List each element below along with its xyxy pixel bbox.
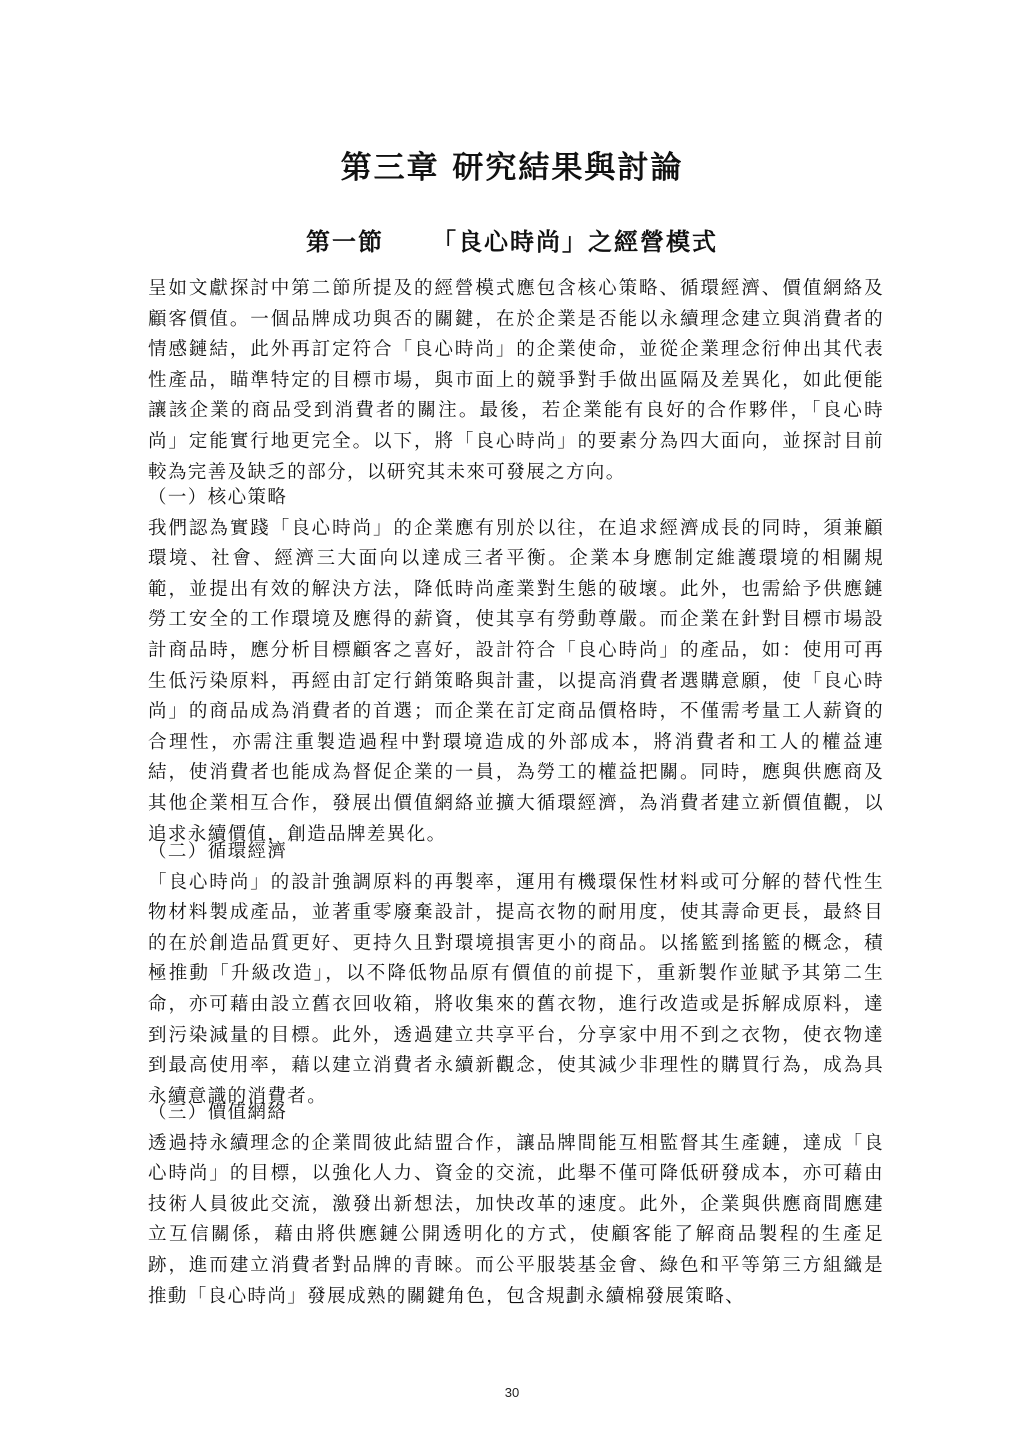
subsection-paragraph: 「良心時尚」的設計強調原料的再製率，運用有機環保性材料或可分解的替代性生物材料製成產品，並著重零廢棄設計，提高衣物的耐用度，使其壽命更長，最終目的在於創造品質更好、更持久且對環境損害更小的商品。以搖籃到搖籃的概念，積極推動「升級改造」，以不降低物品原有價值的前提下，重新製作並賦予其第二生命，亦可藉由設立舊衣回收箱，將收集來的舊衣物，進行改造或是拆解成原料，達到污染減量的目標。此外，透過建立共享平台，分享家中用不到之衣物，使衣物達到最高使用率，藉以建立消費者永續新觀念，使其減少非理性的購買行為，成為具永續意識的消費者。 [148, 871, 884, 1107]
subsection-circular-economy [148, 837, 884, 1112]
intro-paragraph: 呈如文獻探討中第二節所提及的經營模式應包含核心策略、循環經濟、價值網絡及顧客價值。一個品牌成功與否的關鍵，在於企業是否能以永續理念建立與消費者的情感鏈結，此外再訂定符合「良心時尚」的企業使命，並從企業理念衍伸出其代表性產品，瞄準特定的目標市場，與市面上的競爭對手做出區隔及差異化，如此便能讓該企業的商品受到消費者的關注。最後，若企業能有良好的合作夥伴，「良心時尚」定能實行地更完全。以下，將「良心時尚」的要素分為四大面向，並探討目前較為完善及缺乏的部分，以研究其未來可發展之方向。 [148, 278, 884, 483]
page-number: 30 [504, 1385, 520, 1400]
subsection-value-network [148, 1098, 884, 1312]
subsection-core-strategy [148, 483, 884, 850]
section-name: 「良心時尚」之經營模式 [432, 227, 718, 256]
chapter-title: 第三章 研究結果與討論 [340, 150, 684, 186]
section-number: 第一節 [306, 227, 384, 256]
subsection-heading: （二）循環經濟 [148, 841, 288, 862]
subsection-paragraph: 我們認為實踐「良心時尚」的企業應有別於以往，在追求經濟成長的同時，須兼顧環境、社會、經濟三大面向以達成三者平衡。企業本身應制定維護環境的相關規範，並提出有效的解決方法，降低時尚產業對生態的破壞。此外，也需給予供應鏈勞工安全的工作環境及應得的薪資，使其享有勞動尊嚴。而企業在針對目標市場設計商品時，應分析目標顧客之喜好，設計符合「良心時尚」的產品，如：使用可再生低污染原料，再經由訂定行銷策略與計畫，以提高消費者選購意願，使「良心時尚」的商品成為消費者的首選；而企業在訂定商品價格時，不僅需考量工人薪資的合理性，亦需注重製造過程中對環境造成的外部成本，將消費者和工人的權益連結，使消費者也能成為督促企業的一員，為勞工的權益把關。同時，應與供應商及其他企業相互合作，發展出價值網絡並擴大循環經濟，為消費者建立新價值觀，以追求永續價值，創造品牌差異化。 [148, 517, 884, 845]
section-title [0, 224, 1024, 260]
subsection-paragraph: 透過持永續理念的企業間彼此結盟合作，讓品牌間能互相監督其生產鏈，達成「良心時尚」的目標，以強化人力、資金的交流，此舉不僅可降低研發成本，亦可藉由技術人員彼此交流，激發出新想法，加快改革的速度。此外，企業與供應商間應建立互信關係，藉由將供應鏈公開透明化的方式，使顧客能了解商品製程的生產足跡，進而建立消費者對品牌的青睞。而公平服裝基金會、綠色和平等第三方組織是推動「良心時尚」發展成熟的關鍵角色，包含規劃永續棉發展策略、 [148, 1132, 884, 1307]
intro-block [148, 274, 884, 488]
subsection-heading: （三）價值網絡 [148, 1102, 288, 1123]
subsection-heading: （一）核心策略 [148, 487, 288, 508]
